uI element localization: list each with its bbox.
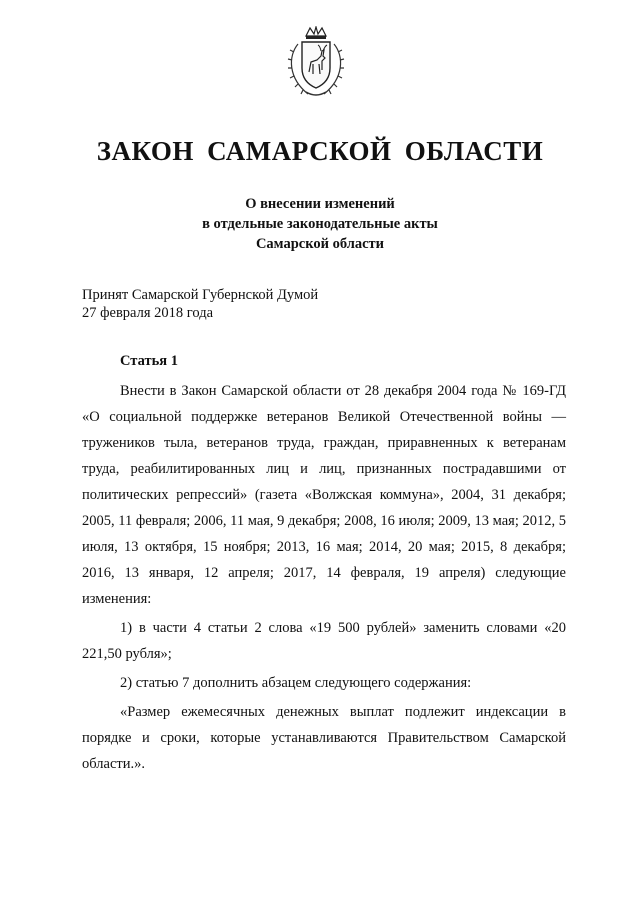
law-title: ЗАКОН САМАРСКОЙ ОБЛАСТИ [96, 136, 544, 166]
adoption-line: Принят Самарской Губернской Думой [82, 287, 319, 303]
adoption-note [82, 286, 318, 322]
subtitle-line: О внесении изменений [245, 196, 395, 212]
article-heading: Статья 1 [120, 353, 178, 369]
article-body [82, 378, 566, 777]
coat-of-arms-samara-icon [284, 26, 348, 100]
paragraph: Внести в Закон Самарской области от 28 декабря 2004 года № 169-ГД «О социальной поддержке ветеранов Великой Отечественной войны — тружеников тыла, ветеранов труда, граждан, приравненных к ветеранам труда, реабилитированных лиц и лиц, признанных пострадавшими от политических репрессий» (газета «Волжская коммуна», 2004, 31 декабря; 2005, 11 февраля; 2006, 11 мая, 9 декабря; 2008, 16 июля; 2009, 13 мая; 2012, 5 июля, 13 октября, 15 ноября; 2013, 16 мая; 2014, 20 мая; 2015, 8 декабря; 2016, 13 января, 12 апреля; 2017, 14 февраля, 19 апреля) следующие изменения: [82, 383, 566, 607]
paragraph: «Размер ежемесячных денежных выплат подлежит индексации в порядке и сроки, которые устанавливаются Правительством Самарской области.». [82, 704, 566, 772]
paragraph: 2) статью 7 дополнить абзацем следующего содержания: [120, 675, 472, 691]
law-subtitle [0, 194, 640, 254]
subtitle-line: Самарской области [255, 236, 385, 252]
subtitle-line: в отдельные законодательные акты [202, 216, 438, 232]
paragraph: 1) в части 4 статьи 2 слова «19 500 рублей» заменить словами «20 221,50 рубля»; [82, 620, 566, 662]
adoption-date: 27 февраля 2018 года [82, 305, 214, 321]
